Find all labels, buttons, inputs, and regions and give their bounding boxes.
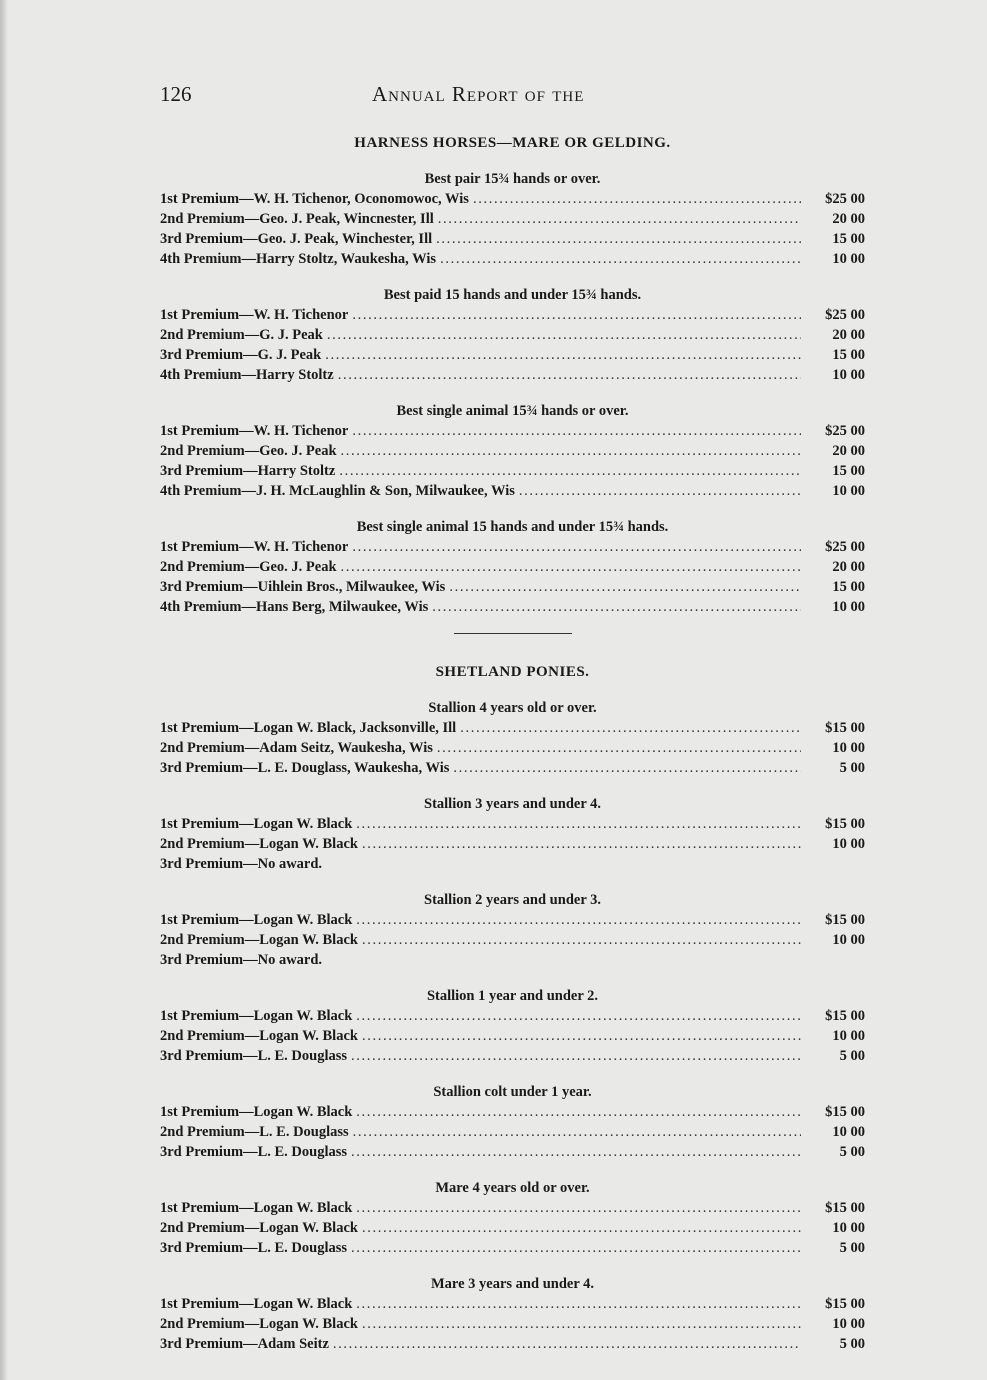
premium-entry: 4th Premium—J. H. McLaughlin & Son, Milwaukee, Wis — [160, 483, 515, 499]
class-title: Stallion 4 years old or over. — [428, 700, 597, 716]
premium-row — [160, 1294, 865, 1314]
class-title: Stallion 3 years and under 4. — [424, 796, 601, 812]
premium-amount: 5 00 — [839, 1048, 865, 1064]
premium-entry: 1st Premium—Logan W. Black, Jacksonville, Ill — [160, 720, 457, 736]
premium-amount: $25 00 — [825, 307, 865, 323]
dot-leader — [351, 1142, 801, 1162]
premium-row — [160, 189, 865, 209]
premium-amount: $15 00 — [825, 912, 865, 928]
premium-amount: 5 00 — [839, 1240, 865, 1256]
report-content — [160, 135, 865, 1370]
premium-entry: 2nd Premium—Geo. J. Peak — [160, 559, 337, 575]
premium-entry: 1st Premium—Logan W. Black — [160, 1008, 353, 1024]
premium-amount: 10 00 — [832, 1028, 865, 1044]
premium-amount: $15 00 — [825, 816, 865, 832]
dot-leader — [338, 365, 801, 385]
page-header — [160, 82, 865, 110]
premium-amount: $15 00 — [825, 720, 865, 736]
class-title: Best paid 15 hands and under 15¾ hands. — [383, 287, 642, 303]
page-spine-shadow — [0, 0, 8, 1380]
premium-amount: 20 00 — [832, 327, 865, 343]
premium-amount: 20 00 — [832, 211, 865, 227]
class-title: Stallion colt under 1 year. — [433, 1084, 592, 1100]
premium-entry: 2nd Premium—G. J. Peak — [160, 327, 323, 343]
dot-leader — [333, 1334, 801, 1354]
premium-row — [160, 1218, 865, 1238]
dot-leader — [352, 421, 801, 441]
premium-entry: 2nd Premium—Geo. J. Peak, Wincnester, Ill — [160, 211, 434, 227]
class-title: Mare 4 years old or over. — [435, 1180, 590, 1196]
premium-class — [160, 517, 865, 617]
premium-row — [160, 814, 865, 834]
premium-row — [160, 758, 865, 778]
premium-class — [160, 986, 865, 1066]
dot-leader — [327, 325, 801, 345]
premium-entry: 1st Premium—Logan W. Black — [160, 1200, 353, 1216]
dot-leader — [437, 738, 801, 758]
premium-row — [160, 345, 865, 365]
premium-row — [160, 365, 865, 385]
dot-leader — [341, 557, 801, 577]
dot-leader — [362, 834, 801, 854]
dot-leader — [438, 209, 801, 229]
premium-entry: 2nd Premium—L. E. Douglass — [160, 1124, 349, 1140]
premium-row — [160, 441, 865, 461]
premium-entry: 2nd Premium—Logan W. Black — [160, 836, 358, 852]
dot-leader — [341, 441, 801, 461]
premium-entry: 3rd Premium—No award. — [160, 952, 323, 968]
premium-entry: 3rd Premium—L. E. Douglass — [160, 1144, 348, 1160]
premium-row — [160, 229, 865, 249]
premium-class — [160, 890, 865, 970]
premium-row — [160, 930, 865, 950]
premium-row — [160, 577, 865, 597]
premium-row — [160, 461, 865, 481]
premium-row — [160, 325, 865, 345]
section-title: SHETLAND PONIES. — [435, 664, 590, 680]
premium-row — [160, 209, 865, 229]
premium-row — [160, 854, 865, 874]
premium-amount: 5 00 — [839, 1336, 865, 1352]
premium-amount: $15 00 — [825, 1008, 865, 1024]
premium-row — [160, 305, 865, 325]
premium-row — [160, 1122, 865, 1142]
premium-amount: 10 00 — [832, 1124, 865, 1140]
premium-amount: 20 00 — [832, 559, 865, 575]
premium-row — [160, 1102, 865, 1122]
dot-leader — [449, 577, 801, 597]
class-title: Mare 3 years and under 4. — [431, 1276, 594, 1292]
premium-entry: 1st Premium—W. H. Tichenor — [160, 539, 349, 555]
premium-class — [160, 1082, 865, 1162]
premium-row — [160, 537, 865, 557]
dot-leader — [453, 758, 801, 778]
premium-entry: 4th Premium—Harry Stoltz — [160, 367, 334, 383]
premium-amount: 15 00 — [832, 231, 865, 247]
dot-leader — [353, 1122, 801, 1142]
premium-entry: 2nd Premium—Adam Seitz, Waukesha, Wis — [160, 740, 433, 756]
premium-entry: 1st Premium—W. H. Tichenor, Oconomowoc, Wis — [160, 191, 469, 207]
dot-leader — [460, 718, 801, 738]
premium-row — [160, 910, 865, 930]
premium-entry: 1st Premium—Logan W. Black — [160, 912, 353, 928]
premium-amount: $15 00 — [825, 1296, 865, 1312]
dot-leader — [356, 1102, 801, 1122]
premium-entry: 3rd Premium—L. E. Douglass — [160, 1240, 348, 1256]
premium-amount: 10 00 — [832, 836, 865, 852]
premium-entry: 2nd Premium—Logan W. Black — [160, 932, 358, 948]
premium-amount: 10 00 — [832, 367, 865, 383]
premium-amount: 10 00 — [832, 483, 865, 499]
premium-entry: 3rd Premium—No award. — [160, 856, 323, 872]
premium-row — [160, 1334, 865, 1354]
dot-leader — [432, 597, 801, 617]
premium-class — [160, 698, 865, 778]
premium-class — [160, 401, 865, 501]
premium-entry: 4th Premium—Hans Berg, Milwaukee, Wis — [160, 599, 429, 615]
class-title: Stallion 1 year and under 2. — [426, 988, 599, 1004]
premium-row — [160, 1026, 865, 1046]
dot-leader — [339, 461, 801, 481]
premium-amount: $15 00 — [825, 1200, 865, 1216]
premium-row — [160, 1142, 865, 1162]
premium-row — [160, 1238, 865, 1258]
premium-amount: 5 00 — [839, 760, 865, 776]
dot-leader — [352, 305, 801, 325]
dot-leader — [351, 1046, 801, 1066]
dot-leader — [356, 1006, 801, 1026]
running-title: Annual Report of the — [372, 82, 585, 106]
premium-row — [160, 738, 865, 758]
premium-amount: $15 00 — [825, 1104, 865, 1120]
premium-entry: 2nd Premium—Geo. J. Peak — [160, 443, 337, 459]
premium-entry: 3rd Premium—G. J. Peak — [160, 347, 322, 363]
premium-amount: $25 00 — [825, 539, 865, 555]
premium-class — [160, 169, 865, 269]
section-title: HARNESS HORSES—MARE OR GELDING. — [354, 135, 671, 151]
section-gap — [160, 634, 865, 664]
premium-amount: 10 00 — [832, 251, 865, 267]
premium-amount: 5 00 — [839, 1144, 865, 1160]
dot-leader — [519, 481, 801, 501]
dot-leader — [436, 229, 801, 249]
premium-row — [160, 557, 865, 577]
premium-row — [160, 481, 865, 501]
premium-entry: 1st Premium—Logan W. Black — [160, 1296, 353, 1312]
dot-leader — [325, 345, 801, 365]
dot-leader — [362, 930, 801, 950]
premium-class — [160, 1274, 865, 1354]
premium-amount: 15 00 — [832, 463, 865, 479]
premium-row — [160, 1314, 865, 1334]
premium-entry: 3rd Premium—Uihlein Bros., Milwaukee, Wis — [160, 579, 446, 595]
premium-row — [160, 421, 865, 441]
premium-row — [160, 597, 865, 617]
premium-row — [160, 834, 865, 854]
premium-entry: 2nd Premium—Logan W. Black — [160, 1316, 358, 1332]
premium-row — [160, 1198, 865, 1218]
premium-amount: 20 00 — [832, 443, 865, 459]
premium-amount: 10 00 — [832, 1316, 865, 1332]
premium-amount: 10 00 — [832, 932, 865, 948]
premium-entry: 3rd Premium—Harry Stoltz — [160, 463, 336, 479]
dot-leader — [351, 1238, 801, 1258]
premium-entry: 1st Premium—Logan W. Black — [160, 816, 353, 832]
premium-row — [160, 718, 865, 738]
premium-row — [160, 249, 865, 269]
dot-leader — [352, 537, 801, 557]
dot-leader — [356, 814, 801, 834]
class-title: Best single animal 15¾ hands or over. — [396, 403, 629, 419]
premium-amount: 15 00 — [832, 579, 865, 595]
premium-entry: 4th Premium—Harry Stoltz, Waukesha, Wis — [160, 251, 437, 267]
premium-amount: $25 00 — [825, 423, 865, 439]
premium-amount: $25 00 — [825, 191, 865, 207]
premium-amount: 10 00 — [832, 599, 865, 615]
premium-entry: 3rd Premium—Adam Seitz — [160, 1336, 329, 1352]
premium-entry: 2nd Premium—Logan W. Black — [160, 1220, 358, 1236]
dot-leader — [356, 1294, 801, 1314]
premium-entry: 1st Premium—W. H. Tichenor — [160, 307, 349, 323]
premium-entry: 3rd Premium—L. E. Douglass, Waukesha, Wis — [160, 760, 450, 776]
section — [160, 664, 865, 1354]
premium-entry: 1st Premium—W. H. Tichenor — [160, 423, 349, 439]
premium-amount: 10 00 — [832, 740, 865, 756]
dot-leader — [440, 249, 801, 269]
premium-entry: 3rd Premium—Geo. J. Peak, Winchester, Ill — [160, 231, 433, 247]
class-title: Best single animal 15 hands and under 15¾ hands. — [356, 519, 669, 535]
premium-amount: 15 00 — [832, 347, 865, 363]
premium-entry: 1st Premium—Logan W. Black — [160, 1104, 353, 1120]
class-title: Stallion 2 years and under 3. — [424, 892, 601, 908]
premium-entry: 3rd Premium—L. E. Douglass — [160, 1048, 348, 1064]
dot-leader — [473, 189, 801, 209]
premium-row — [160, 1006, 865, 1026]
dot-leader — [362, 1218, 801, 1238]
premium-row — [160, 1046, 865, 1066]
premium-class — [160, 285, 865, 385]
premium-class — [160, 1178, 865, 1258]
dot-leader — [362, 1026, 801, 1046]
dot-leader — [356, 1198, 801, 1218]
class-title: Best pair 15¾ hands or over. — [424, 171, 601, 187]
page-number: 126 — [160, 82, 192, 106]
premium-entry: 2nd Premium—Logan W. Black — [160, 1028, 358, 1044]
premium-class — [160, 794, 865, 874]
premium-row — [160, 950, 865, 970]
dot-leader — [356, 910, 801, 930]
premium-amount: 10 00 — [832, 1220, 865, 1236]
section — [160, 135, 865, 617]
dot-leader — [362, 1314, 801, 1334]
